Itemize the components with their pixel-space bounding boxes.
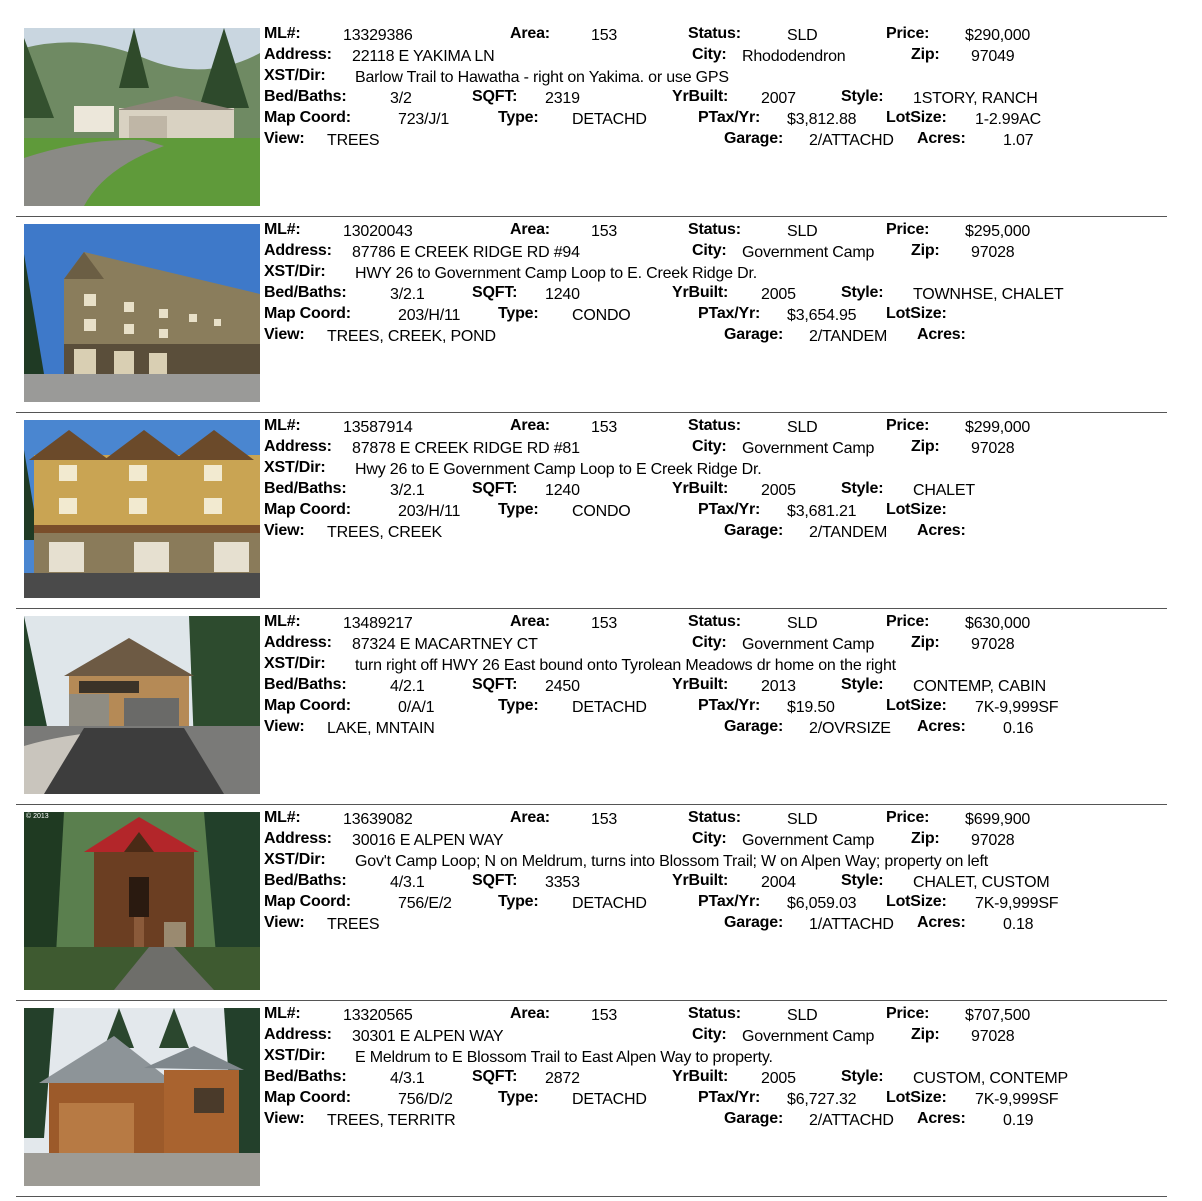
ptax-value: $6,059.03 [787,895,857,912]
yrbuilt-label: YrBuilt: [672,88,729,105]
ptax-label: PTax/Yr: [698,697,761,714]
view-label: View: [264,1110,305,1127]
zip-value: 97028 [971,832,1015,849]
ml-value: 13020043 [343,223,413,240]
area-value: 153 [591,1007,618,1024]
view-label: View: [264,718,305,735]
area-label: Area: [510,809,550,826]
price-label: Price: [886,25,930,42]
style-value: CUSTOM, CONTEMP [913,1070,1068,1087]
status-value: SLD [787,1007,818,1024]
zip-value: 97028 [971,1028,1015,1045]
zip-value: 97028 [971,440,1015,457]
listing-card [0,25,1202,221]
view-label: View: [264,326,305,343]
listing-card [0,1005,1202,1201]
listing-photo[interactable] [24,812,260,990]
address-value: 22118 E YAKIMA LN [352,48,495,65]
yrbuilt-value: 2004 [761,874,796,891]
style-value: CHALET, CUSTOM [913,874,1050,891]
acres-value: 0.19 [1003,1112,1034,1129]
price-value: $299,000 [965,419,1031,436]
zip-label: Zip: [911,46,940,63]
yrbuilt-label: YrBuilt: [672,480,729,497]
listing-card [0,613,1202,809]
style-value: TOWNHSE, CHALET [913,286,1064,303]
sqft-value: 2319 [545,90,580,107]
garage-label: Garage: [724,914,784,931]
style-label: Style: [841,1068,884,1085]
city-label: City: [692,46,727,63]
garage-label: Garage: [724,326,784,343]
ptax-value: $19.50 [787,699,835,716]
price-value: $290,000 [965,27,1031,44]
ml-label: ML#: [264,809,301,826]
zip-label: Zip: [911,438,940,455]
address-value: 30016 E ALPEN WAY [352,832,504,849]
sqft-label: SQFT: [472,1068,518,1085]
yrbuilt-value: 2007 [761,90,796,107]
sqft-value: 2450 [545,678,580,695]
bedbaths-label: Bed/Baths: [264,284,347,301]
ml-label: ML#: [264,1005,301,1022]
type-value: CONDO [572,307,631,324]
acres-label: Acres: [917,326,966,343]
ptax-value: $3,654.95 [787,307,857,324]
area-value: 153 [591,811,618,828]
ptax-label: PTax/Yr: [698,893,761,910]
listing-photo[interactable] [24,28,260,206]
type-label: Type: [498,1089,539,1106]
status-label: Status: [688,221,741,238]
bedbaths-value: 3/2 [390,90,412,107]
zip-label: Zip: [911,634,940,651]
address-value: 30301 E ALPEN WAY [352,1028,504,1045]
bedbaths-label: Bed/Baths: [264,480,347,497]
garage-value: 2/ATTACHD [809,1112,894,1129]
view-label: View: [264,522,305,539]
zip-label: Zip: [911,830,940,847]
yrbuilt-value: 2005 [761,1070,796,1087]
price-value: $699,900 [965,811,1031,828]
acres-label: Acres: [917,1110,966,1127]
view-value: TREES, CREEK [327,524,442,541]
sqft-value: 1240 [545,482,580,499]
listing-card [0,809,1202,1005]
view-value: TREES [327,916,380,933]
mapcoord-value: 203/H/11 [398,503,461,520]
style-value: CONTEMP, CABIN [913,678,1046,695]
city-label: City: [692,634,727,651]
sqft-value: 3353 [545,874,580,891]
area-value: 153 [591,27,618,44]
bedbaths-label: Bed/Baths: [264,1068,347,1085]
type-label: Type: [498,893,539,910]
yrbuilt-label: YrBuilt: [672,284,729,301]
price-value: $630,000 [965,615,1031,632]
acres-label: Acres: [917,130,966,147]
price-value: $707,500 [965,1007,1031,1024]
xst-label: XST/Dir: [264,67,326,84]
yrbuilt-value: 2013 [761,678,796,695]
ptax-label: PTax/Yr: [698,501,761,518]
garage-value: 2/TANDEM [809,328,888,345]
sqft-value: 1240 [545,286,580,303]
bedbaths-value: 3/2.1 [390,482,425,499]
xst-label: XST/Dir: [264,1047,326,1064]
photo-copyright-stamp: © 2013 [26,813,49,820]
sqft-label: SQFT: [472,872,518,889]
type-label: Type: [498,697,539,714]
acres-value: 1.07 [1003,132,1034,149]
garage-label: Garage: [724,522,784,539]
mapcoord-label: Map Coord: [264,697,351,714]
city-value: Government Camp [742,244,875,261]
status-label: Status: [688,1005,741,1022]
lotsize-label: LotSize: [886,501,947,518]
listing-divider [16,412,1167,413]
status-label: Status: [688,613,741,630]
address-value: 87786 E CREEK RIDGE RD #94 [352,244,580,261]
garage-value: 2/OVRSIZE [809,720,891,737]
mapcoord-label: Map Coord: [264,893,351,910]
garage-value: 2/ATTACHD [809,132,894,149]
yrbuilt-label: YrBuilt: [672,872,729,889]
status-value: SLD [787,615,818,632]
city-value: Government Camp [742,1028,875,1045]
acres-label: Acres: [917,718,966,735]
city-value: Rhododendron [742,48,846,65]
acres-value: 0.16 [1003,720,1034,737]
zip-value: 97049 [971,48,1015,65]
xst-value: E Meldrum to E Blossom Trail to East Alpen Way to property. [355,1049,773,1066]
city-value: Government Camp [742,440,875,457]
yrbuilt-label: YrBuilt: [672,676,729,693]
address-label: Address: [264,634,332,651]
xst-value: Gov't Camp Loop; N on Meldrum, turns into Blossom Trail; W on Alpen Way; property on left [355,853,988,870]
type-label: Type: [498,109,539,126]
listing-card [0,417,1202,613]
area-value: 153 [591,419,618,436]
bedbaths-label: Bed/Baths: [264,88,347,105]
listing-photo[interactable] [24,616,260,794]
price-value: $295,000 [965,223,1031,240]
lotsize-label: LotSize: [886,305,947,322]
city-value: Government Camp [742,636,875,653]
type-value: CONDO [572,503,631,520]
xst-label: XST/Dir: [264,851,326,868]
xst-label: XST/Dir: [264,459,326,476]
yrbuilt-label: YrBuilt: [672,1068,729,1085]
view-label: View: [264,914,305,931]
style-label: Style: [841,88,884,105]
price-label: Price: [886,221,930,238]
listing-photo[interactable] [24,420,260,598]
area-label: Area: [510,1005,550,1022]
ptax-value: $6,727.32 [787,1091,857,1108]
garage-label: Garage: [724,718,784,735]
ml-label: ML#: [264,25,301,42]
address-label: Address: [264,46,332,63]
ml-label: ML#: [264,613,301,630]
style-label: Style: [841,284,884,301]
garage-value: 2/TANDEM [809,524,888,541]
price-label: Price: [886,1005,930,1022]
garage-label: Garage: [724,130,784,147]
status-value: SLD [787,223,818,240]
mapcoord-value: 756/D/2 [398,1091,453,1108]
listing-divider [16,216,1167,217]
area-value: 153 [591,223,618,240]
bedbaths-value: 4/3.1 [390,874,425,891]
xst-label: XST/Dir: [264,263,326,280]
style-label: Style: [841,676,884,693]
acres-label: Acres: [917,522,966,539]
address-label: Address: [264,1026,332,1043]
ptax-value: $3,812.88 [787,111,857,128]
mapcoord-label: Map Coord: [264,109,351,126]
listing-divider [16,608,1167,609]
bedbaths-label: Bed/Baths: [264,676,347,693]
view-value: LAKE, MNTAIN [327,720,435,737]
zip-label: Zip: [911,1026,940,1043]
area-label: Area: [510,25,550,42]
price-label: Price: [886,809,930,826]
ptax-value: $3,681.21 [787,503,857,520]
listing-divider [16,804,1167,805]
mapcoord-value: 0/A/1 [398,699,435,716]
lotsize-label: LotSize: [886,697,947,714]
address-label: Address: [264,242,332,259]
area-value: 153 [591,615,618,632]
city-label: City: [692,1026,727,1043]
lotsize-label: LotSize: [886,1089,947,1106]
lotsize-value: 1-2.99AC [975,111,1041,128]
lotsize-value: 7K-9,999SF [975,895,1059,912]
view-value: TREES, CREEK, POND [327,328,496,345]
view-label: View: [264,130,305,147]
xst-value: Barlow Trail to Hawatha - right on Yakima. or use GPS [355,69,729,86]
xst-value: turn right off HWY 26 East bound onto Tyrolean Meadows dr home on the right [355,657,896,674]
type-value: DETACHD [572,1091,647,1108]
type-value: DETACHD [572,111,647,128]
listing-photo[interactable] [24,224,260,402]
ml-label: ML#: [264,417,301,434]
sqft-label: SQFT: [472,480,518,497]
city-label: City: [692,438,727,455]
style-label: Style: [841,872,884,889]
yrbuilt-value: 2005 [761,482,796,499]
type-value: DETACHD [572,699,647,716]
lotsize-label: LotSize: [886,109,947,126]
mapcoord-value: 723/J/1 [398,111,450,128]
listing-photo[interactable] [24,1008,260,1186]
status-label: Status: [688,809,741,826]
mapcoord-label: Map Coord: [264,305,351,322]
type-label: Type: [498,305,539,322]
mapcoord-label: Map Coord: [264,501,351,518]
city-label: City: [692,242,727,259]
ptax-label: PTax/Yr: [698,1089,761,1106]
ptax-label: PTax/Yr: [698,305,761,322]
price-label: Price: [886,417,930,434]
listing-card [0,221,1202,417]
price-label: Price: [886,613,930,630]
address-value: 87324 E MACARTNEY CT [352,636,538,653]
area-label: Area: [510,417,550,434]
xst-value: HWY 26 to Government Camp Loop to E. Creek Ridge Dr. [355,265,757,282]
status-value: SLD [787,27,818,44]
xst-value: Hwy 26 to E Government Camp Loop to E Creek Ridge Dr. [355,461,762,478]
yrbuilt-value: 2005 [761,286,796,303]
mapcoord-label: Map Coord: [264,1089,351,1106]
view-value: TREES [327,132,380,149]
address-value: 87878 E CREEK RIDGE RD #81 [352,440,580,457]
zip-value: 97028 [971,636,1015,653]
view-value: TREES, TERRITR [327,1112,456,1129]
style-value: CHALET [913,482,975,499]
ml-value: 13639082 [343,811,413,828]
status-value: SLD [787,419,818,436]
lotsize-value: 7K-9,999SF [975,699,1059,716]
listing-divider [16,1196,1167,1197]
ml-value: 13329386 [343,27,413,44]
xst-label: XST/Dir: [264,655,326,672]
sqft-label: SQFT: [472,88,518,105]
city-label: City: [692,830,727,847]
bedbaths-value: 4/3.1 [390,1070,425,1087]
bedbaths-label: Bed/Baths: [264,872,347,889]
sqft-label: SQFT: [472,284,518,301]
style-value: 1STORY, RANCH [913,90,1038,107]
sqft-value: 2872 [545,1070,580,1087]
bedbaths-value: 3/2.1 [390,286,425,303]
zip-label: Zip: [911,242,940,259]
garage-value: 1/ATTACHD [809,916,894,933]
address-label: Address: [264,830,332,847]
status-value: SLD [787,811,818,828]
area-label: Area: [510,221,550,238]
type-value: DETACHD [572,895,647,912]
bedbaths-value: 4/2.1 [390,678,425,695]
style-label: Style: [841,480,884,497]
lotsize-value: 7K-9,999SF [975,1091,1059,1108]
mapcoord-value: 756/E/2 [398,895,452,912]
acres-value: 0.18 [1003,916,1034,933]
ml-value: 13489217 [343,615,413,632]
ml-value: 13587914 [343,419,413,436]
sqft-label: SQFT: [472,676,518,693]
address-label: Address: [264,438,332,455]
ml-value: 13320565 [343,1007,413,1024]
garage-label: Garage: [724,1110,784,1127]
type-label: Type: [498,501,539,518]
ml-label: ML#: [264,221,301,238]
zip-value: 97028 [971,244,1015,261]
status-label: Status: [688,25,741,42]
mapcoord-value: 203/H/11 [398,307,461,324]
status-label: Status: [688,417,741,434]
area-label: Area: [510,613,550,630]
listing-divider [16,1000,1167,1001]
acres-label: Acres: [917,914,966,931]
lotsize-label: LotSize: [886,893,947,910]
ptax-label: PTax/Yr: [698,109,761,126]
city-value: Government Camp [742,832,875,849]
